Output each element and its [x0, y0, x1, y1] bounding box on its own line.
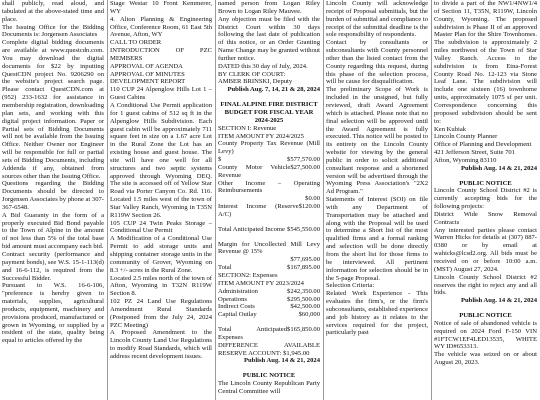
paragraph: District Wide Snow Removal Contracts	[434, 210, 537, 226]
agenda-item: 105 CUP 24 Twin Peaks Storage – Conditional Use Permit	[110, 219, 212, 235]
publish-dates: Publish Aug. 14 & 21, 2024	[460, 164, 537, 172]
budget-line: Interest Income (Reserve A/C) $120.00	[218, 203, 320, 218]
budget-difference: DIFFERENCE AVAILABLE RESERVE ACCOUNT: $1,945.00	[218, 341, 320, 357]
agenda-item: 102 PZ 24 Land Use Regulations Amendment Rural Standards (Postponed from the July 24, 2024 PZC Meeting)	[110, 298, 212, 329]
column-5	[434, 0, 537, 400]
paragraph: Contact by consultants or subconsultants with County personnel other than the listed contact from the County regarding this request, during this phase of the selection process, will be cause for disqualification.	[326, 39, 428, 86]
paragraph: Contract security (performance and payment bonds), see W.S. 15-1-113(d) and 16-6-112, is required from the Successful Bidder.	[2, 251, 104, 282]
paragraph: The Issuing Office for the Bidding Documents is: Jorgensen Associates	[2, 23, 104, 39]
column-divider	[431, 0, 432, 400]
paragraph: A Conditional Use Permit application for 1 guest cabins of 512 sq ft in the Alpenglow Hills Subdivision. Each guest cabin will be approximately 711 square feet in size on a 1.67 acre Lot in the Rural Zone the Lot has an existing house and guest house. The site will have one well for all structures and two septic systems approved through Wyoming DEQ. The site is accessed off of Yellow Star Road via Porter Canyon Co. Rd. 116. Located 1.5 miles west of the town of Star Valley Ranch, Wyoming in T35N R119W Section 26.	[110, 101, 212, 219]
paragraph: to divide a part of the NW1/4NW1/4 of Section 11, T35N, R119W, Lincoln County, Wyoming. The proposed subdivision is Phase II of an approved Master Plan for the Shire Townhomes. The subdivision is approximately 2 miles northwest of the Town of Star Valley Ranch. Access to the subdivision is from Etna-Forest County Road No. 12-123 via Stone Leaf Lane. The subdivision will include one sixteen (16) townhome units, approximately 1075 sf per unit. Correspondence concerning this proposed subdivision should be sent to:	[434, 0, 537, 125]
budget-line: Total Anticipated Income $545,550.00	[218, 225, 320, 233]
paragraph: Statements of Interest (SOI) on file with any Department of Transportation may be attached and along with the Proposal will be used to determine a Short list of the most qualified firms and a formal ranking and selection will be done directly from the short list for those firms to be interviewed. All pertinent information for selection should be in the 5-page Proposal.	[326, 196, 428, 282]
notice-heading: PUBLIC NOTICE	[242, 372, 296, 380]
agenda-item: INTRODUCTION OF PZC MEMBERS	[110, 47, 212, 62]
notice-heading: PUBLIC NOTICE	[459, 312, 512, 320]
publish-dates: Publish Aug. 7, 14, 21 & 28, 2024	[227, 86, 320, 94]
table-header: ITEM AMOUNT FY 2024/2025	[218, 132, 304, 140]
section-label: SECTION I: Revenue	[218, 124, 277, 132]
publish-dates: Publish Aug. 14 & 21, 2024	[460, 297, 537, 305]
column-divider	[215, 0, 216, 400]
publish-dates: Publish Aug. 14 & 21, 2024	[243, 357, 320, 365]
agenda-item: 110 CUP 24 Alpenglow Hills Lot 1 – Guest Cabins	[110, 86, 212, 102]
paragraph: 4. Alton Planning & Engineering Office, Conference Room, 61 East 5th Avenue, Afton, WY	[110, 15, 212, 39]
budget-line: Administration $242,350.00	[218, 287, 320, 295]
column-1	[2, 0, 104, 400]
notice-heading: PUBLIC NOTICE	[459, 179, 512, 187]
budget-line: $77,695.00	[290, 256, 320, 264]
paragraph: Any objection must be filed with the District Court within 30 days following the last date of publication of this notice, or an Order Granting Name Change may be granted without further notice.	[218, 15, 320, 62]
paragraph: A Bid Guaranty in the form of a properly executed Bid Bond payable to the Town of Alpine in the amount of not less than 5% of the total base bid amount must accompany each bid.	[2, 211, 104, 251]
paragraph: Complete digital bidding documents are available at www.questcdn.com. You may download the digital documents for $22 by inputting QuestCDN project No. 9206290 on the website's project search page. Please contact QuestCDN.com at (952) 233-1632 for assistance in membership registration, downloading plan sets, and working with this digital project information. Paper or Partial sets of Bidding Documents will not be available from the Issuing Office. Neither Owner nor Engineer will be responsible for full or partial sets of Bidding Documents, including Addenda if any, obtained from sources other than the Issuing Office.	[2, 39, 104, 180]
budget-line: Capital Outlay $60,000	[218, 311, 320, 319]
paragraph: named person from Logan Riley Brown to Logan Riley Mauvee.	[218, 0, 320, 15]
paragraph: AMBER BRINSKI, Deputy	[218, 78, 293, 86]
section-label: SECTION2: Expenses	[218, 272, 278, 279]
column-3	[218, 0, 320, 400]
paragraph: A Proposed Amendment to the Lincoln County Land Use Regulations to modify Road Standards, which will address recent development issues.	[110, 329, 212, 360]
paragraph: DATED this 30 day of July, 2024.	[218, 62, 308, 70]
paragraph: The Lincoln County Republican Party Central Committee will	[218, 380, 320, 395]
paragraph: Lincoln County School District #2 reserves the right to reject any and all bids.	[434, 273, 537, 297]
budget-line: Margin for Uncollected Mill Levy Revenue @ 15%	[218, 240, 320, 256]
column-divider	[107, 0, 108, 400]
agenda-item: APPROVAL OF MINUTES	[110, 70, 185, 78]
paragraph: Any interested parties please contact Warren Hicks for details at (307) 887-0380 or by email at wahicks@lcsd2.org. All bids must be received on or before 10:00 a.m. (MST) August 27, 2024.	[434, 226, 537, 273]
paragraph: Stage Westar 10 Front Kemmerer, WY	[110, 0, 212, 15]
paragraph: BY CLERK OF COURT:	[218, 70, 286, 78]
agenda-item: APPROVAL OF AGENDA	[110, 62, 183, 70]
budget-line: Operations $295,500.00	[218, 295, 320, 303]
section-label: Selection Criteria:	[326, 282, 375, 290]
budget-line: $ $577,570.00	[218, 156, 320, 164]
budget-line: Other Income – Operating Reimbursements	[218, 179, 320, 195]
budget-line: $0.00	[305, 195, 320, 203]
paragraph: The vehicle was seized on or about August 20, 2023.	[434, 351, 537, 367]
paragraph: A Modification of a Conditional Use Permit to add storage units and shipping container storage units in the community of Grover, Wyoming on 8.3 +/- acres in the Rural Zone.	[110, 235, 212, 274]
paragraph: Questions regarding the Bidding Documents should be directed to Jorgensen Associates by phone at 307-367-6548.	[2, 180, 104, 211]
contact-address: Ken Kubiak Lincoln County Planner Office of Planning and Development 421 Jefferson Street, Suite 701 Afton, Wyoming 83110	[434, 125, 532, 164]
paragraph: Pursuant to W.S. 16-6-106, "preference is hereby given to materials, supplies, agricultural products, equipment, machinery and provisions produced, manufactured or grown in Wyoming, or supplied by a resident of the state, quality being equal to articles offered by the	[2, 282, 104, 345]
budget-line: County Motor Vehicle Revenue $27,500.00	[218, 163, 320, 179]
table-header: ITEM AMOUNT FY 2023/2024	[218, 279, 304, 287]
notice-heading: FINAL ALPINE FIRE DISTRICT BUDGET FOR FISCAL YEAR 2024-2025	[220, 101, 318, 124]
column-2	[110, 0, 212, 400]
budget-line: County Property Tax Revenue (Mill Levy)	[218, 140, 320, 156]
paragraph: Lincoln County will acknowledge receipt of Proposal submittals, but the burden of submittal and compliance to receipt of the submittal deadline is the sole responsibility of respondents.	[326, 0, 428, 39]
agenda-item: DEVELOPMENT REPORT	[110, 78, 186, 86]
budget-line: Indirect Costs $42,500.00	[218, 303, 320, 311]
paragraph: shall publicly, read aloud, and tabulated at the above-stated time and place.	[2, 0, 104, 23]
paragraph: Notice of sale of abandoned vehicle is required on 2024 Ford F-150 VIN #1FTCW1EF4LED13535, WHITE WY ID#653313.	[434, 319, 537, 351]
paragraph: Lincoln County School District #2 is currently accepting bids for the following projects:	[434, 187, 537, 211]
agenda-item: CALL TO ORDER	[110, 39, 162, 47]
column-divider	[323, 0, 324, 400]
budget-line: Total $167,895.00	[218, 264, 320, 272]
column-4	[326, 0, 428, 400]
budget-line: Total Anticipated Expenses $165,850.00	[218, 326, 320, 341]
paragraph: The preliminary Scope of Work is included in the unsigned, but fully reviewed, draft Award Agreement which is attached. Please note that no final selection will be approved until the Award Agreement is fully executed. This notice will be posted to its entirety on the Lincoln County website for viewing by the general public in order to solicit additional consultant response and a shortened version will be advertised through the Wyoming Press Association's "2X2 Ad Program."	[326, 86, 428, 196]
paragraph: Related Work Experience - This evaluates the firm's, or the firm's subconsultants, established experience and job history as it relates to the services required for the project, particularly past	[326, 290, 428, 337]
paragraph: Located 2.5 miles north of the town of Afton, Wyoming in T32N R119W Section 8.	[110, 274, 212, 298]
